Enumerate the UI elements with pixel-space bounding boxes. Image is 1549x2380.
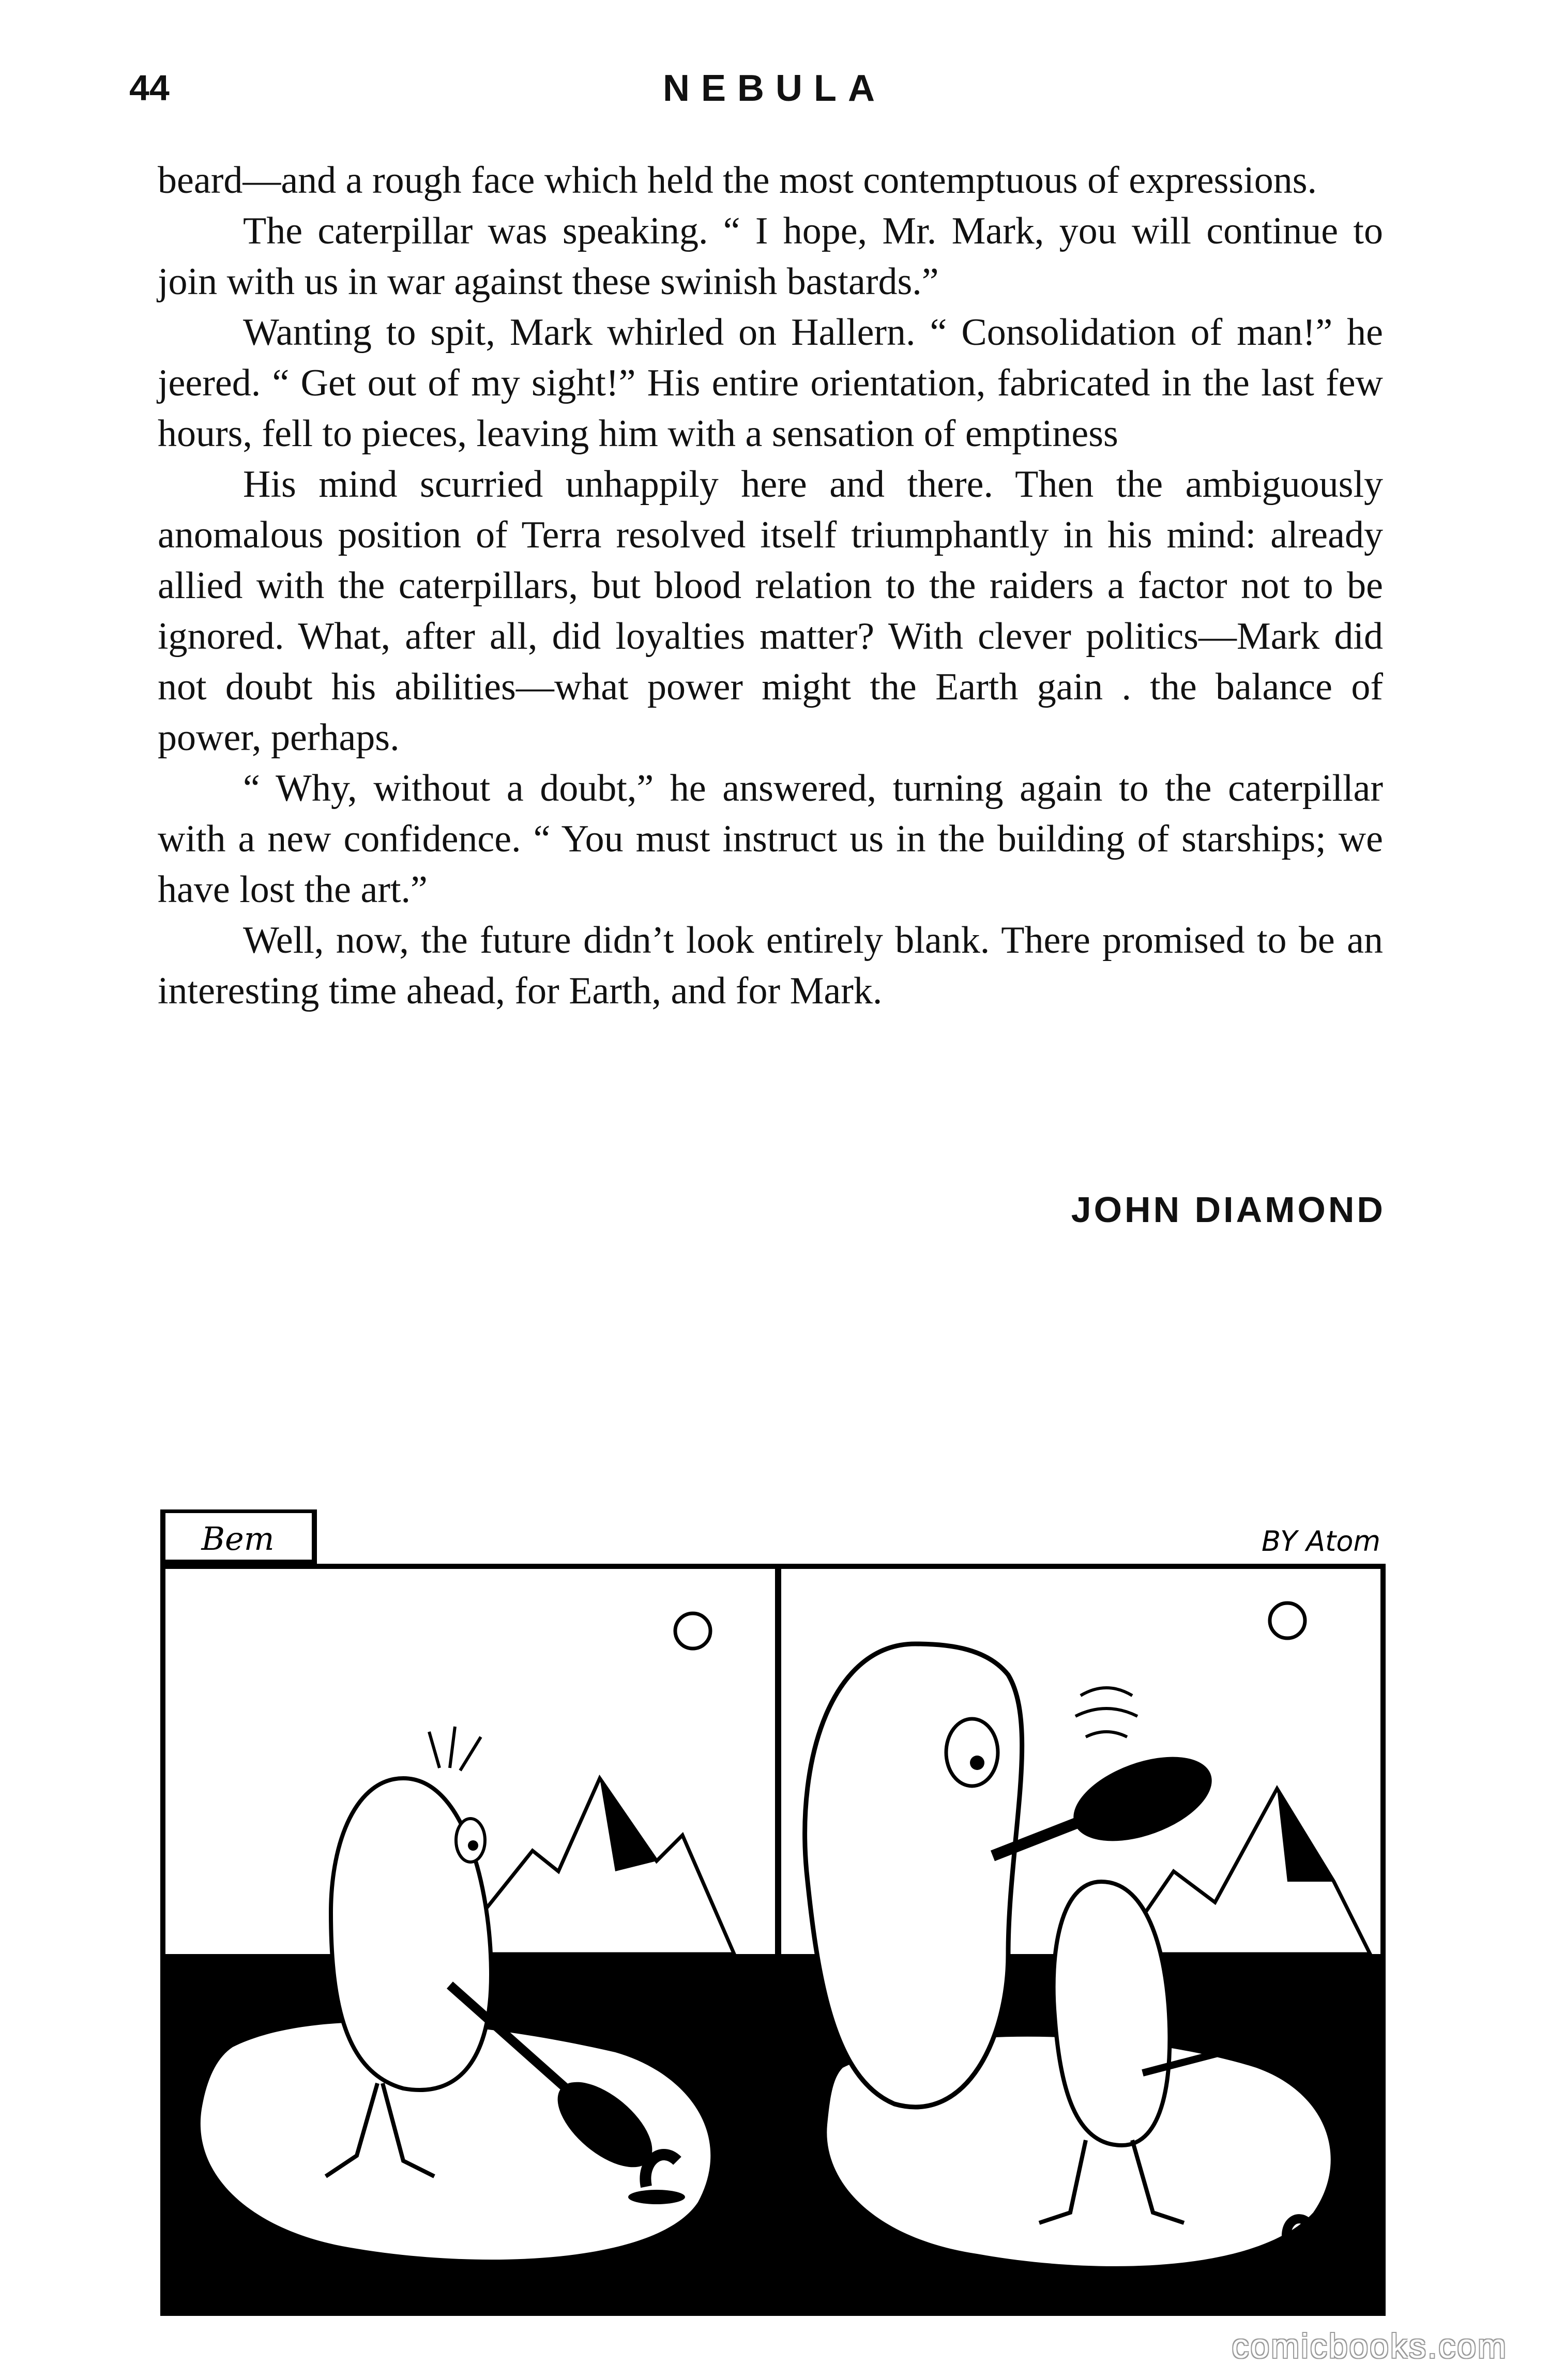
paragraph: Wanting to spit, Mark whirled on Hallern. “ Consolidation of man!” he jeered. “ Get out of my sight!” His entire orientation, fabricated in the last few hours, fell to pieces, leaving him with a sensation of emptiness xyxy=(158,311,1383,455)
moon-icon xyxy=(675,1613,710,1649)
paragraph: Well, now, the future didn’t look entirely blank. There promised to be an interesting time ahead, for Earth, and for Mark. xyxy=(158,919,1383,1012)
moon-icon xyxy=(1270,1603,1305,1638)
story-text xyxy=(158,155,1383,1016)
running-title: NEBULA xyxy=(663,68,886,109)
panel-1 xyxy=(165,1613,776,2311)
creature-big xyxy=(805,1644,1022,2107)
author-byline: JOHN DIAMOND xyxy=(1071,1189,1386,1230)
paragraph: The caterpillar was speaking. “ I hope, Mr. Mark, you will continue to join with us in war against these swinish bastards.” xyxy=(158,210,1383,303)
paragraph: His mind scurried unhappily here and there. Then the ambiguously anomalous position of Terra resolved itself triumphantly in his mind: already allied with the caterpillars, but blood relation to the raiders a factor not to be ignored. What, after all, did loyalties matter? With clever politics—Mark did not doubt his abilities—what power might the Earth gain . the balance of power, perhaps. xyxy=(158,463,1383,759)
cartoon-strip xyxy=(160,1509,1386,2316)
cartoon-signature: BY Atom xyxy=(1261,1525,1380,1558)
panel-2 xyxy=(781,1603,1380,2311)
cartoon-title: Bem xyxy=(201,1520,275,1558)
paragraph: beard—and a rough face which held the most contemptuous of expressions. xyxy=(158,159,1317,202)
watermark: comicbooks.com xyxy=(1232,2327,1508,2365)
page-number: 44 xyxy=(129,68,170,108)
paragraph: “ Why, without a doubt,” he answered, turning again to the caterpillar with a new confidence. “ You must instruct us in the building of starships; we have lost the art.” xyxy=(158,767,1383,911)
